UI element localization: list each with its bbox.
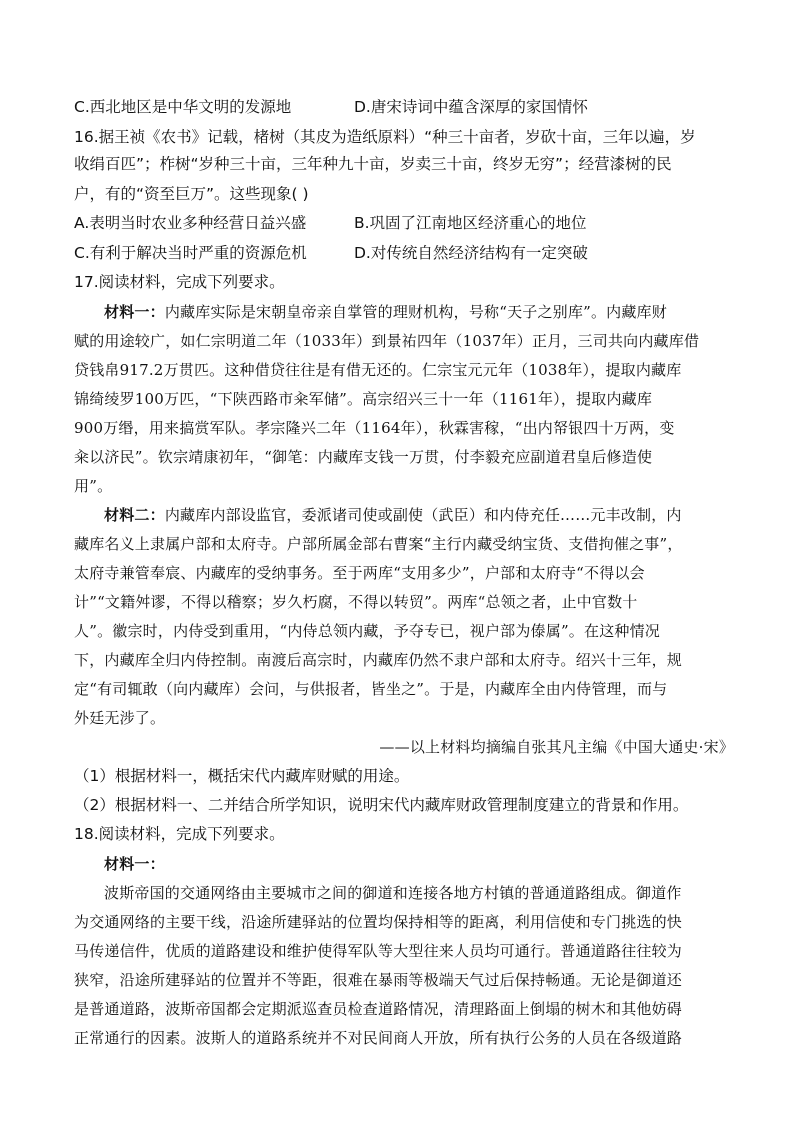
- q17-stem: 17.阅读材料，完成下列要求。: [74, 273, 285, 291]
- q16-stem-line-1: 16.据王祯《农书》记载，楮树（其皮为造纸原料）“种三十亩者，岁砍十亩，三年以遍，岁: [74, 128, 696, 146]
- q16-option-a: A.表明当时农业多种经营日益兴盛: [74, 214, 307, 232]
- q17-subquestion-2: （2）根据材料一、二并结合所学知识，说明宋代内藏库财政管理制度建立的背景和作用。: [74, 796, 689, 814]
- q17-subquestion-1: （1）根据材料一，概括宋代内藏库财赋的用途。: [74, 767, 410, 785]
- q16-option-c: C.有利于解决当时严重的资源危机: [74, 244, 307, 262]
- q18-material-1-line-2: 为交通网络的主要干线，沿途所建驿站的位置均保持相等的距离，利用信使和专门挑选的快: [74, 913, 683, 931]
- q17-material-2-line-2: 藏库名义上隶属户部和太府寺。户部所属金部右曹案“主行内藏受纳宝货、支借拘催之事”，: [74, 535, 683, 553]
- q18-material-1-line-3: 马传递信件，优质的道路建设和维护使得军队等大型往来人员均可通行。普通道路往往较为: [74, 942, 683, 960]
- q17-source: ——以上材料均摘编自张其凡主编《中国大通史·宋》: [379, 738, 734, 756]
- q17-material-1-label: 材料一：: [104, 303, 165, 321]
- q18-material-1-line-6: 正常通行的因素。波斯人的道路系统并不对民间商人开放，所有执行公务的人员在各级道路: [74, 1029, 683, 1047]
- q16-stem-line-3: 户，有的“资至巨万”。这些现象( ): [74, 185, 309, 203]
- q17-material-2-label: 材料二：: [104, 506, 165, 524]
- q16-option-d: D.对传统自然经济结构有一定突破: [354, 244, 588, 262]
- q16-stem-line-2: 收绢百匹”；柞树“岁种三十亩，三年种九十亩，岁卖三十亩，终岁无穷”；经营漆树的民: [74, 155, 672, 173]
- q18-material-1-label: 材料一：: [104, 855, 165, 873]
- q17-material-1-line-3: 贷钱帛917.2万贯匹。这种借贷往往是有借无还的。仁宗宝元元年（1038年），提取内藏库: [74, 361, 682, 379]
- q17-material-1-text: 内藏库实际是宋朝皇帝亲自掌管的理财机构，号称“天子之别库”。内藏库财: [164, 303, 667, 321]
- q15-option-c: C.西北地区是中华文明的发源地: [74, 98, 292, 116]
- q17-material-1-line-7: 用”。: [74, 477, 113, 495]
- q17-material-1-line-2: 赋的用途较广，如仁宗明道二年（1033年）到景祐四年（1037年）正月，三司共向内藏库借: [74, 332, 700, 350]
- q18-stem: 18.阅读材料，完成下列要求。: [74, 825, 285, 843]
- q17-material-2-line-5: 人”。徽宗时，内侍受到重用，“内侍总领内藏，予夺专已，视户部为傣属”。在这种情况: [74, 622, 661, 640]
- q16-option-b: B.巩固了江南地区经济重心的地位: [354, 214, 587, 232]
- q17-material-1-line-6: 籴以济民”。钦宗靖康初年，“御笔：内藏库支钱一万贯，付李毅充应副道君皇后修造使: [74, 448, 653, 466]
- q17-material-1-line-5: 900万缗，用来搞赏军队。孝宗隆兴二年（1164年），秋霖害稼，“出内帑银四十万两，变: [74, 419, 675, 437]
- q17-material-2-text: 内藏库内部设监官，委派诸司使或副使（武臣）和内侍充任……元丰改制，内: [164, 506, 682, 524]
- q18-material-1-line-1: 波斯帝国的交通网络由主要城市之间的御道和连接各地方村镇的普通道路组成。御道作: [104, 884, 682, 902]
- q17-material-2-line-7: 定“有司辄敢（向内藏库）会问，与供报者，皆坐之”。于是，内藏库全由内侍管理，而与: [74, 680, 668, 698]
- q17-material-1-line-4: 锦绮绫罗100万匹，“下陕西路市籴军储”。高宗绍兴三十一年（1161年），提取内藏库: [74, 390, 653, 408]
- q17-material-2-line-1: [74, 505, 764, 525]
- q17-material-2-line-4: 计”“文籍舛谬，不得以稽察；岁久朽腐，不得以转贸”。两库“总领之者，止中官数十: [74, 593, 638, 611]
- q18-material-1-line-5: 是普通道路，波斯帝国都会定期派巡查员检查道路情况，清理路面上倒塌的树木和其他妨碍: [74, 1000, 683, 1018]
- q17-material-2-line-3: 太府寺兼管奉宸、内藏库的受纳事务。至于两库“支用多少”，户部和太府寺“不得以会: [74, 564, 645, 582]
- q17-material-2-line-8: 外廷无涉了。: [74, 709, 166, 727]
- q18-material-1-line-4: 狭窄，沿途所建驿站的位置并不等距，很难在暴雨等极端天气过后保持畅通。无论是御道还: [74, 971, 683, 989]
- q15-option-d: D.唐宋诗词中蕴含深厚的家国情怀: [354, 98, 588, 116]
- q17-material-2-line-6: 下，内藏库全归内侍控制。南渡后高宗时，内藏库仍然不隶户部和太府寺。绍兴十三年，规: [74, 651, 683, 669]
- q17-material-1-line-1: [74, 302, 764, 322]
